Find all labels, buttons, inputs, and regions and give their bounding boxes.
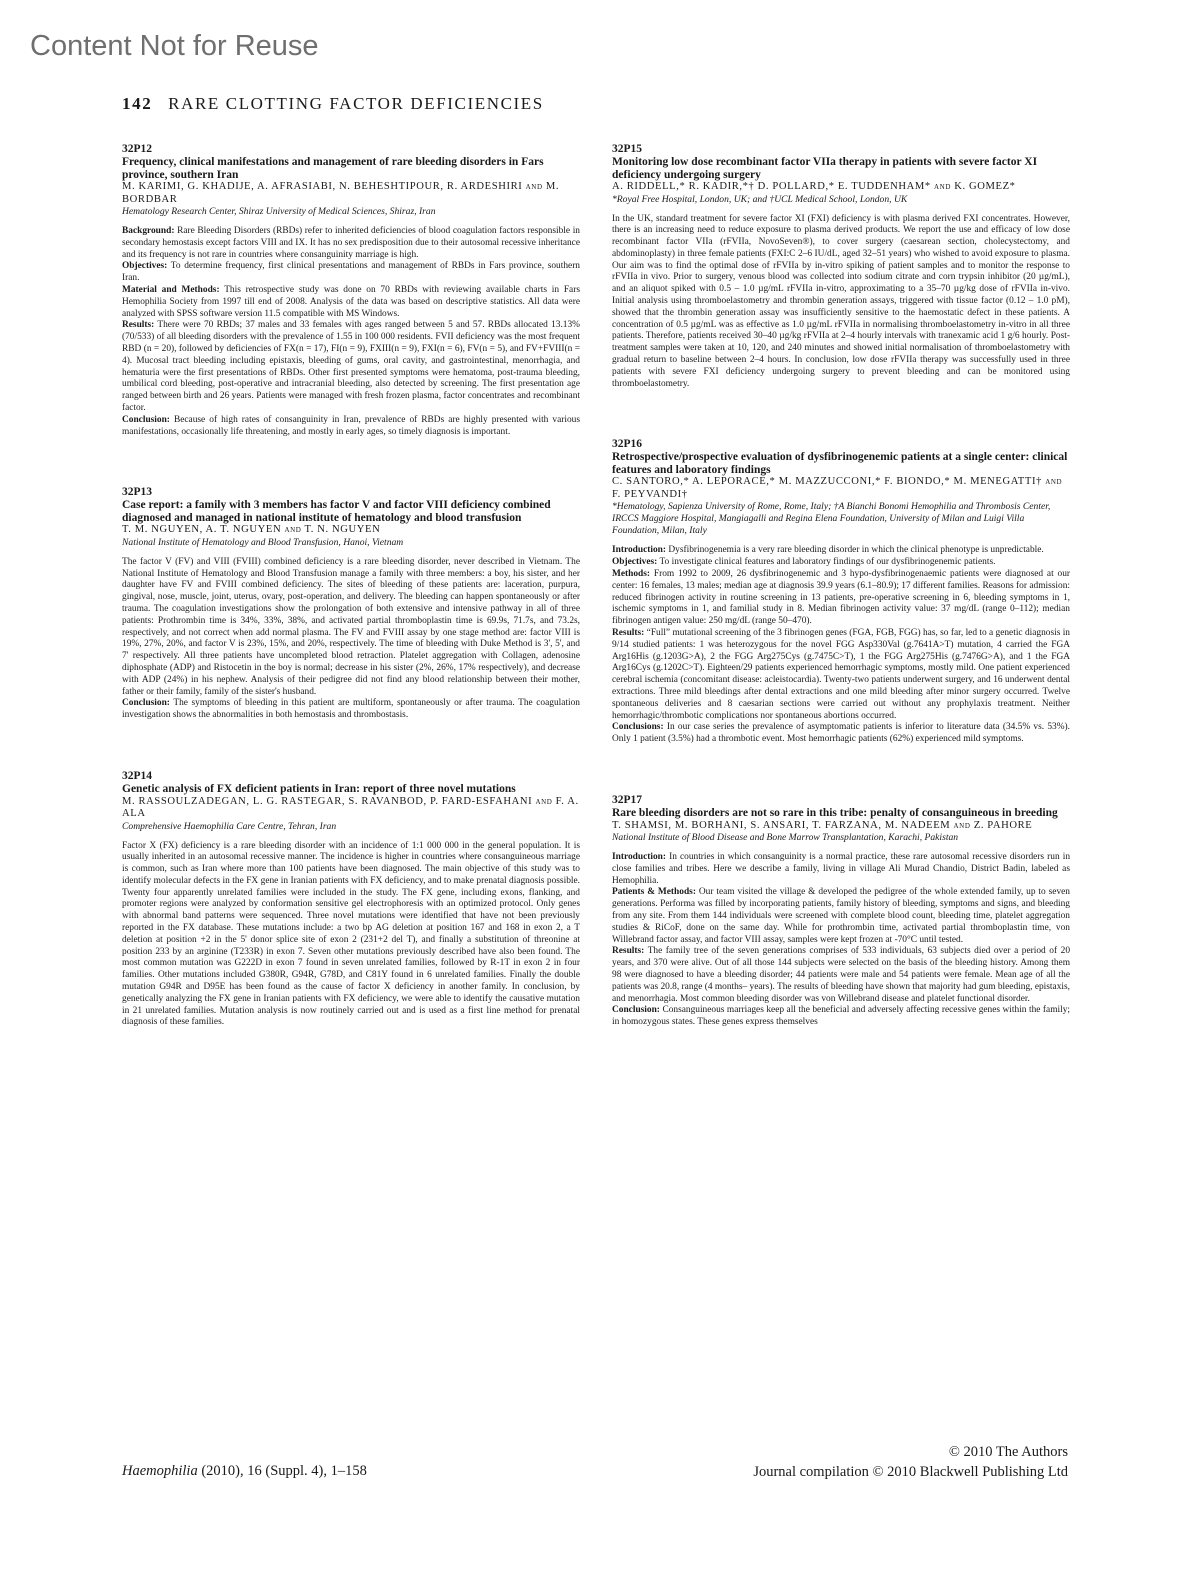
section-label: Objectives: <box>122 261 168 272</box>
abstract-authors: T. SHAMSI, M. BORHANI, S. ANSARI, T. FARZANA, M. NADEEM and Z. PAHORE <box>612 819 1033 831</box>
journal-name: Haemophilia <box>122 1463 198 1479</box>
section-text: In our case series the prevalence of asymptomatic patients is inferior to literature data (34.5% vs. 53%). Only 1 patient (3.5%) had a thrombotic event. Most hemorrhagic patients (62%) experienced mild symptoms. <box>612 722 1070 745</box>
running-head-title: RARE CLOTTING FACTOR DEFICIENCIES <box>168 94 544 113</box>
section-label: Material and Methods: <box>122 284 220 295</box>
page-number: 142 <box>122 94 153 113</box>
section-text: “Full” mutational screening of the 3 fibrinogen genes (FGA, FGB, FGG) has, so far, led to a genetic diagnosis in 9/14 studied patients: 1 was heterozygous for the novel FGG Asp330Val (g.7641A>T) mutation, 4 carried the FGA Arg16His (g.1203G>A), 2 the FGG Arg275Cys (g.7475C>T), 1 the FGG Arg275His (g.7476G>A), and 1 the FGA Arg16Cys (g.1202C>T). Eighteen/29 patients experienced hemorrhagic symptoms, mostly mild. One patient experienced cerebral ischemia (concomitant disease: acleistocardia). Twenty-two patients underwent surgery, and 16 underwent dental extractions. Three mild bleedings after dental extractions and one mild bleeding after minor surgery occurred. Twelve spontaneous deliveries and 8 caesarian sections were carried out without any prophylaxis treatment. Neither hemorrhagic/thrombotic complications nor spontaneous abortions occurred. <box>612 628 1070 721</box>
section-text: Consanguineous marriages keep all the beneficial and adversely affecting recessive genes within the family; in homozygous states. These genes express themselves <box>612 1005 1071 1028</box>
abstract-authors: M. KARIMI, G. KHADIJE, A. AFRASIABI, N. BEHESHTIPOUR, R. ARDESHIRI and M. BORDBAR <box>122 181 560 205</box>
abstract-section <box>122 698 580 722</box>
abstract-section <box>612 1005 1070 1029</box>
abstract-affiliation: Hematology Research Center, Shiraz University of Medical Sciences, Shiraz, Iran <box>122 206 436 217</box>
abstract-section <box>122 415 580 439</box>
copyright-line-2: Journal compilation © 2010 Blackwell Publishing Ltd <box>753 1464 1068 1480</box>
section-text: There were 70 RBDs; 37 males and 33 females with ages ranged between 5 and 57. RBDs allocated 13.13% (70/533) of all bleeding disorders with the prevalence of 1.55 in 100 000 residents. FVII deficiency was the most frequent RBD (n = 20), followed by deficiencies of FX(n = 17), FI(n = 9), FXIII(n = 9), FXI(n = 6), FV(n = 5), and FV+FVIII(n = 4). Mucosal tract bleeding including epistaxis, bleeding of gums, oral cavity, and gastrointestinal, menorrhagia, and hematuria were the first presentations of RBDs. Other first presented symptoms were hematoma, post-trauma bleeding, umbilical cord bleeding, post-operative and intracranial bleeding, also detected by screening. The first presentation age ranged between birth and 26 years. Patients were managed with fresh frozen plasma, factor concentrates and recombinant factor. <box>122 320 580 413</box>
section-text: Our team visited the village & developed the pedigree of the whole extended family, up to seven generations. Performa was filled by incorporating patients, family history of bleeding, symptoms and signs, and bleeding from any site. From them 144 individuals were screened with complete blood count, bleeding time, platelet aggregation studies & RiCoF, done on the same day. While for prothrombin time, activated partial thromboplastin time, von Willebrand factor assay, and factor VIII assay, samples were kept frozen at -70°C until tested. <box>612 887 1070 945</box>
section-text: In the UK, standard treatment for severe factor XI (FXI) deficiency is with plasma derived FXI concentrates. However, there is an increasing need to reduce exposure to plasma derived products. We report the use and efficacy of low dose recombinant factor VIIa (rFVIIa, NovoSeven®), to cover surgery (caesarean section, cholecystectomy, and abdominoplasty) in three female patients (FXI:C 2–6 IU/dL, aged 32–51 years) who wished to avoid exposure to plasma. Our aim was to find the optimal dose of rFVIIa by in-vitro spiking of patient samples and to monitor the response to rFVIIa in vivo. Prior to surgery, venous blood was collected into sodium citrate and corn trypsin inhibitor (20 µg/mL), and an aliquot spiked with 0.5 – 1.0 µg/mL rFVIIa in-vitro, approximating to a 35–70 µg/kg dose of rFVIIa in-vivo. Initial analysis using thromboelastometry and thrombin generation assays, triggered with tissue factor (0.12 – 1.0 pM), showed that the thrombin generation assay was insufficiently sensitive to the haemostatic defect in these patients. A concentration of 0.5 µg/mL was as effective as 1.0 µg/mL rFVIIa in normalising thromboelastometry in-vitro in all three patients. Therefore, patients received 30–40 µg/kg rFVIIa at 2–4 hourly intervals with tranexamic acid 1 g/6 hourly. Post-treatment samples were taken at 10, 120, and 240 minutes and showed initial normalisation of thromboelastometry with gradual return to baseline between 2–4 hours. In conclusion, low dose rFVIIa therapy was successfully used in three patients with severe FXI deficiency undergoing surgery to prevent bleeding and can be monitored using thromboelastometry. <box>612 213 1070 389</box>
section-text: The family tree of the seven generations comprises of 533 individuals, 63 subjects died over a period of 20 years, and 370 were alive. Out of all those 144 subjects were selected on the basis of the bleeding history. Among them 98 were diagnosed to have a bleeding disorder; 44 patients were male and 54 patients were female. Mean age of all the patients was 20.8, range (4 months– years). The results of bleeding have shown that majority had gum bleeding, epistaxis, and menorrhagia. Most common bleeding disorder was von Willebrand disease and platelet functional disorder. <box>612 946 1071 1004</box>
journal-citation <box>122 1463 367 1480</box>
abstract-title: Genetic analysis of FX deficient patients in Iran: report of three novel mutations <box>122 783 516 795</box>
abstract-affiliation: *Royal Free Hospital, London, UK; and †UCL Medical School, London, UK <box>612 193 908 205</box>
abstract-id: 32P16 <box>612 438 643 451</box>
abstract-affiliation: *Hematology, Sapienza University of Rome, Rome, Italy; †A Bianchi Bonomi Hemophilia and Thrombosis Center, IRCCS Maggiore Hospital, Mangiagalli and Regina Elena Foundation, University of Milan and Luigi Villa Foundation, Milan, Italy <box>612 501 1051 537</box>
citation-details: (2010), 16 (Suppl. 4), 1–158 <box>197 1463 367 1479</box>
abstract-authors: A. RIDDELL,* R. KADIR,*† D. POLLARD,* E. TUDDENHAM* and K. GOMEZ* <box>612 181 1016 192</box>
section-label: Results: <box>612 628 645 639</box>
abstract-id: 32P12 <box>122 143 153 155</box>
section-label: Introduction: <box>612 852 667 862</box>
section-label: Conclusion: <box>612 1005 660 1016</box>
right-column <box>612 143 1070 1069</box>
section-text: Rare Bleeding Disorders (RBDs) refer to inherited deficiencies of blood coagulation factors responsible in secondary hemostasis except factors VIII and IX. It has no sex predisposition due to their autosomal recessive inheritance and its frequency is not rare in countries where consanguinity marriage is high. <box>122 226 580 260</box>
abstract-section <box>612 628 1070 722</box>
section-text: This retrospective study was done on 70 RBDs with reviewing available charts in Fars Hemophilia Society from 1997 till end of 2008. Analysis of the data was based on descriptive statistics. All data were analyzed with SPSS software version 11.5 compatible with MS Windows. <box>122 284 580 319</box>
section-text: Dysfibrinogenemia is a very rare bleeding disorder in which the clinical phenotype is unpredictable. <box>668 545 1044 556</box>
abstract-32p15 <box>612 143 1070 390</box>
abstract-id: 32P13 <box>122 486 153 499</box>
abstract-section <box>612 545 1070 557</box>
abstract-section <box>122 226 580 261</box>
abstract-32p14 <box>122 770 580 1029</box>
abstract-section <box>612 557 1070 569</box>
abstract-32p17 <box>612 794 1070 1029</box>
abstract-section <box>612 569 1070 628</box>
abstract-title: Frequency, clinical manifestations and management of rare bleeding disorders in Fars province, southern Iran <box>122 156 544 181</box>
section-label: Background: <box>122 226 175 236</box>
section-text: The factor V (FV) and VIII (FVIII) combined deficiency is a rare bleeding disorder, never described in Vietnam. The National Institute of Hematology and Blood Transfusion manage a family with three members: a boy, his sister, and her daughter have FV and FVIII combined deficiency. The sites of bleeding of these patients are: laceration, purpura, gingival, nose, muscle, joint, uterus, ovary, post-operation, and delivery. The bleeding can happen spontaneously or after trauma. The coagulation investigations show the prolongation of both extensive and intensive pathway in all of three patients: Prothrombin time is 34%, 33%, 38%, and activated partial thromboplastin time is 69.9s, 71.7s, and 73.2s, respectively, and not correct when add normal plasma. The FV and FVIII assay by one stage method are: factor VIII is 19%, 27%, 20%, and factor V is 23%, 15%, and 20%, respectively. The time of bleeding with Duke Method is 3', 5', and 7' respectively. All three patients have uncompleted blood retraction. Platelet aggregation with Collagen, adenosine diphosphate (ADP) and Ristocetin in the boy is normal; decrease in his sister (2%, 26%, 17% respectively), and decrease with ADP (24%) in his nephew. Analysis of their pedigree did not find any blood relationship between their mother, father or their family, family of the sister's husband. <box>122 556 580 697</box>
section-label: Patients & Methods: <box>612 887 696 898</box>
copyright-line-1: © 2010 The Authors <box>948 1444 1068 1460</box>
abstract-section <box>122 285 580 320</box>
abstract-32p12 <box>122 143 580 438</box>
copyright-notice <box>753 1442 1068 1482</box>
section-label: Conclusions: <box>612 722 664 733</box>
abstract-section <box>612 722 1070 746</box>
section-text: From 1992 to 2009, 26 dysfibrinogenemic and 3 hypo-dysfibrinogenaemic patients were diagnosed at our center: 16 females, 13 males; median age at diagnosis 39.9 years (6.1–80.9); 17 different families. Reasons for admission: reduced fibrinogen activity in routine screening in 13 patients, pre-operative screening in 6, bleeding symptoms in 1, ischemic symptoms in 1, and familial study in 8. Median fibrinogen activity value: 37 mg/dL (range 0–112); median fibrinogen antigen value: 250 mg/dL (range 50–470). <box>612 569 1071 627</box>
abstract-title: Rare bleeding disorders are not so rare in this tribe: penalty of consanguineous in breeding <box>612 807 1058 819</box>
abstract-title: Case report: a family with 3 members has factor V and factor VIII deficiency combined diagnosed and managed in national institute of hematology and blood transfusion <box>122 499 551 524</box>
abstract-32p13 <box>122 486 580 722</box>
abstract-section <box>122 320 580 414</box>
section-label: Objectives: <box>612 557 658 568</box>
abstract-affiliation: Comprehensive Haemophilia Care Centre, Tehran, Iran <box>122 820 337 832</box>
section-text: To determine frequency, first clinical presentations and management of RBDs in Fars province, southern Iran. <box>122 261 580 284</box>
abstract-section <box>122 841 580 1030</box>
abstract-section <box>122 261 580 285</box>
abstract-section <box>612 946 1070 1005</box>
section-text: To investigate clinical features and laboratory findings of our dysfibrinogenemic patients. <box>659 557 996 568</box>
watermark: Content Not for Reuse <box>30 30 319 62</box>
section-label: Methods: <box>612 569 651 580</box>
abstract-affiliation: National Institute of Blood Disease and Bone Marrow Transplantation, Karachi, Pakistan <box>612 832 959 843</box>
section-label: Conclusion: <box>122 698 170 709</box>
abstract-section <box>612 887 1070 946</box>
section-text: Because of high rates of consanguinity in Iran, prevalence of RBDs are highly presented with various manifestations, occasionally life threatening, and mostly in early ages, so timely diagnosis is important. <box>122 414 581 437</box>
section-label: Conclusion: <box>122 414 170 425</box>
abstract-authors: M. RASSOULZADEGAN, L. G. RASTEGAR, S. RAVANBOD, P. FARD-ESFAHANI and F. A. ALA <box>122 795 579 819</box>
left-column <box>122 143 580 1077</box>
abstract-section <box>612 214 1070 391</box>
section-text: In countries in which consanguinity is a normal practice, these rare autosomal recessive disorders run in close families and tribes. Here we describe a family, living in village Ali Murad Chandio, District Badin, labeled as Hemophilia. <box>612 852 1071 886</box>
abstract-id: 32P17 <box>612 794 643 806</box>
section-label: Results: <box>122 320 155 331</box>
abstract-affiliation: National Institute of Hematology and Blood Transfusion, Hanoi, Vietnam <box>122 536 404 548</box>
abstract-id: 32P15 <box>612 143 643 155</box>
abstract-title: Retrospective/prospective evaluation of dysfibrinogenemic patients at a single center: clinical features and laboratory findings <box>612 451 1068 476</box>
abstract-authors: C. SANTORO,* A. LEPORACE,* M. MAZZUCCONI,* F. BIONDO,* M. MENEGATTI† and F. PEYVANDI† <box>612 476 1063 500</box>
abstract-32p16 <box>612 438 1070 746</box>
abstract-title: Monitoring low dose recombinant factor VIIa therapy in patients with severe factor XI deficiency undergoing surgery <box>612 156 1038 181</box>
section-text: The symptoms of bleeding in this patient are multiform, spontaneously or after trauma. The coagulation investigation shows the abnormalities in both hemostasis and thrombostasis. <box>122 698 580 721</box>
abstract-section <box>612 852 1070 887</box>
section-text: Factor X (FX) deficiency is a rare bleeding disorder with an incidence of 1:1 000 000 in the general population. It is usually inherited in an autosomal recessive manner. The incidence is higher in countries where consanguineous marriage is common, such as Iran where more than 100 patients have been diagnosed. The main objective of this study was to identify molecular defects in the FX gene in Iranian patients with FX deficiency, and to make prenatal diagnosis possible. Twenty four apparently unrelated families were included in the study. The FX gene, including exons, flanking, and promoter regions were analyzed by conformation sensitive gel electrophoresis with an optimized protocol. Only genes with abnormal band patterns were sequenced. Three novel mutations were identified that have not been previously reported in the FX database. These mutations include: a two bp AG deletion at position 167 and 168 in exon 2, a T deletion at position +2 in the 5' donor splice site of exon 2 (231+2 del T), and finally a substitution of threonine at position 233 by an arginine (T233R) in exon 7. Seven other mutations previously described have also been found. The most common mutation was G222D in exon 7 found in seven unrelated families, followed by R-1T in exon 2 in four families. Other mutations included G380R, G94R, G78D, and C81Y found in 6 unrelated families. Finally the double mutation G94R and D95E has been found as the cause of factor X deficiency in another family. In conclusion, by genetically analyzing the FX gene in Iranian patients with FX deficiency, we were able to identify the causative mutation in 21 unrelated families. Mutation analysis is now routinely carried out and is used as a first line method for prenatal diagnosis of these families. <box>122 840 580 1028</box>
abstract-authors: T. M. NGUYEN, A. T. NGUYEN and T. N. NGUYEN <box>122 524 381 536</box>
section-label: Introduction: <box>612 545 667 556</box>
section-label: Results: <box>612 946 645 957</box>
abstract-section <box>122 557 580 699</box>
abstract-id: 32P14 <box>122 770 153 782</box>
running-head <box>122 94 544 114</box>
